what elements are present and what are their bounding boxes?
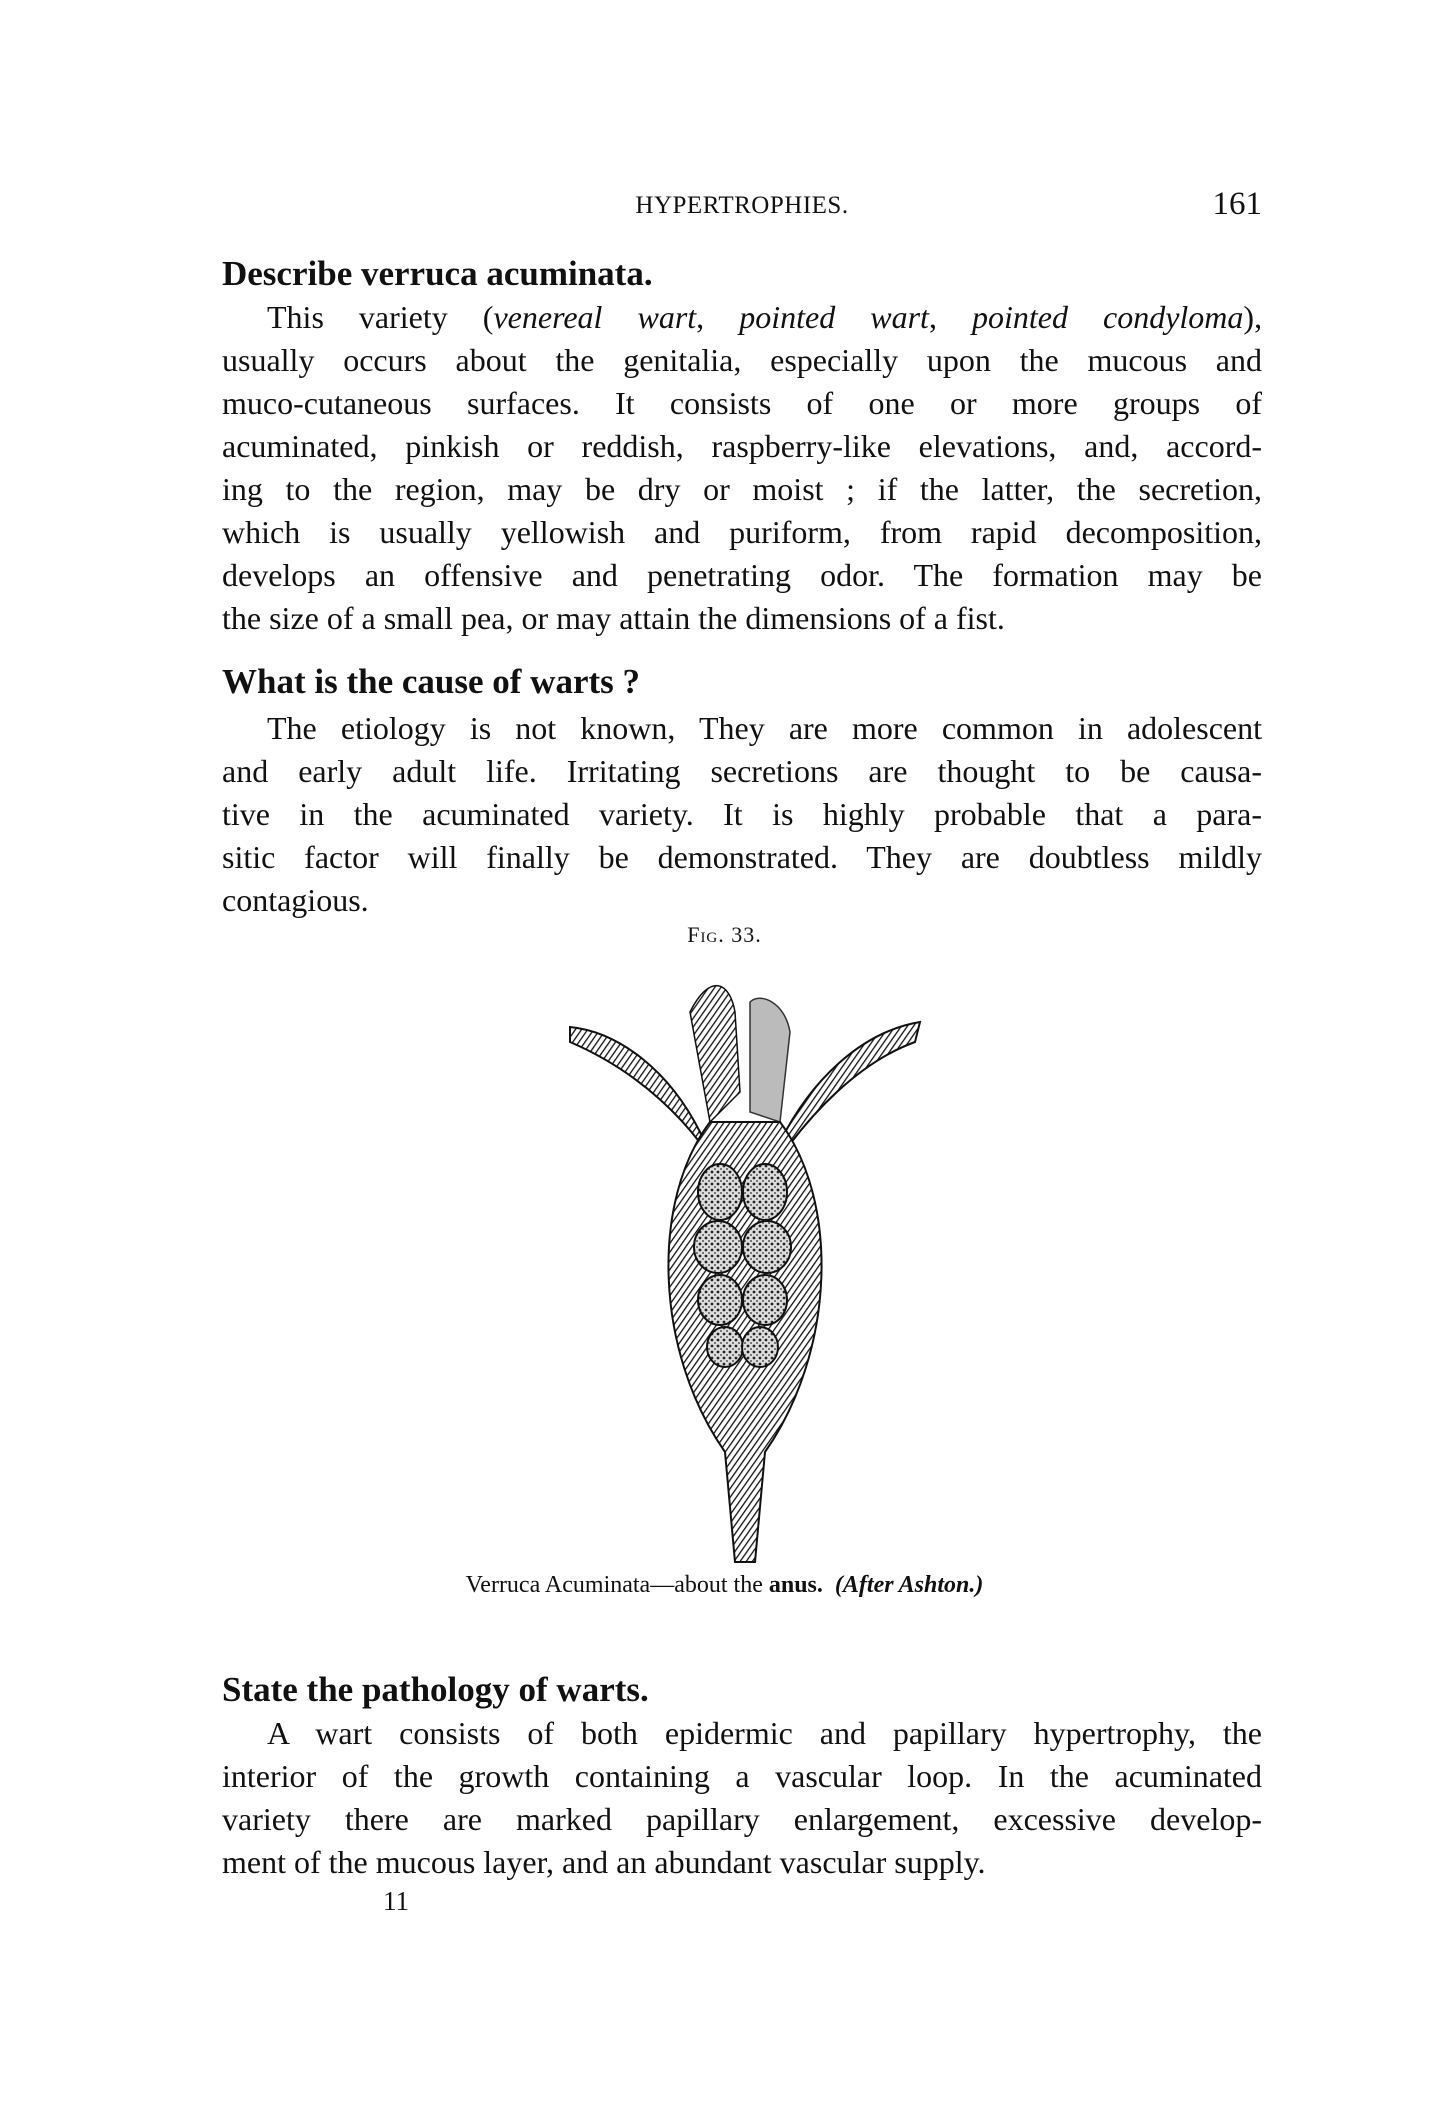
figure-caption: Verruca Acuminata—about the anus. (After Ashton.) xyxy=(465,1572,984,1598)
paragraph-cause-of-warts xyxy=(222,707,1262,922)
figure-label: Fig. 33. xyxy=(687,922,762,947)
paragraph-line: which is usually yellowish and puriform, from rapid decomposition, xyxy=(222,514,1262,550)
paragraph-line: tive in the acuminated variety. It is highly probable that a para- xyxy=(222,796,1262,832)
upper-tissue xyxy=(750,998,790,1122)
paragraph-line: sitic factor will finally be demonstrated. They are doubtless mildly xyxy=(222,839,1262,875)
signature-mark: 11 xyxy=(383,1886,409,1916)
paragraph-pathology-of-warts xyxy=(222,1712,1262,1884)
paragraph-line: ing to the region, may be dry or moist ; if the latter, the secretion, xyxy=(222,471,1262,507)
running-header xyxy=(222,186,1262,226)
running-title: HYPERTROPHIES. xyxy=(635,192,849,219)
section-heading-cause-of-warts: What is the cause of warts ? xyxy=(222,662,641,701)
paragraph-line: A wart consists of both epidermic and papillary hypertrophy, the xyxy=(267,1715,1262,1751)
figure-illustration xyxy=(560,972,930,1572)
paragraph-line: variety there are marked papillary enlargement, excessive develop- xyxy=(222,1801,1262,1837)
paragraph-line: acuminated, pinkish or reddish, raspberry-like elevations, and, accord- xyxy=(222,428,1262,464)
paragraph-verruca-acuminata xyxy=(222,296,1262,640)
paragraph-line: ment of the mucous layer, and an abundant vascular supply. xyxy=(222,1844,986,1880)
section-heading-pathology-of-warts: State the pathology of warts. xyxy=(222,1670,649,1709)
paragraph-line: develops an offensive and penetrating odor. The formation may be xyxy=(222,557,1262,593)
paragraph-line: and early adult life. Irritating secretions are thought to be causa- xyxy=(222,753,1262,789)
section-heading-verruca-acuminata: Describe verruca acuminata. xyxy=(222,254,653,293)
paragraph-line: usually occurs about the genitalia, especially upon the mucous and xyxy=(222,342,1262,378)
paragraph-line: The etiology is not known, They are more common in adolescent xyxy=(267,710,1262,746)
paragraph-line: This variety (venereal wart, pointed wart, pointed condyloma), xyxy=(267,299,1263,335)
paragraph-line: contagious. xyxy=(222,882,369,918)
paragraph-line: interior of the growth containing a vascular loop. In the acuminated xyxy=(222,1758,1262,1794)
paragraph-line: muco-cutaneous surfaces. It consists of one or more groups of xyxy=(222,385,1262,421)
page-number: 161 xyxy=(1212,186,1262,222)
paragraph-line: the size of a small pea, or may attain the dimensions of a fist. xyxy=(222,600,1005,636)
upper-tissue xyxy=(690,986,740,1122)
